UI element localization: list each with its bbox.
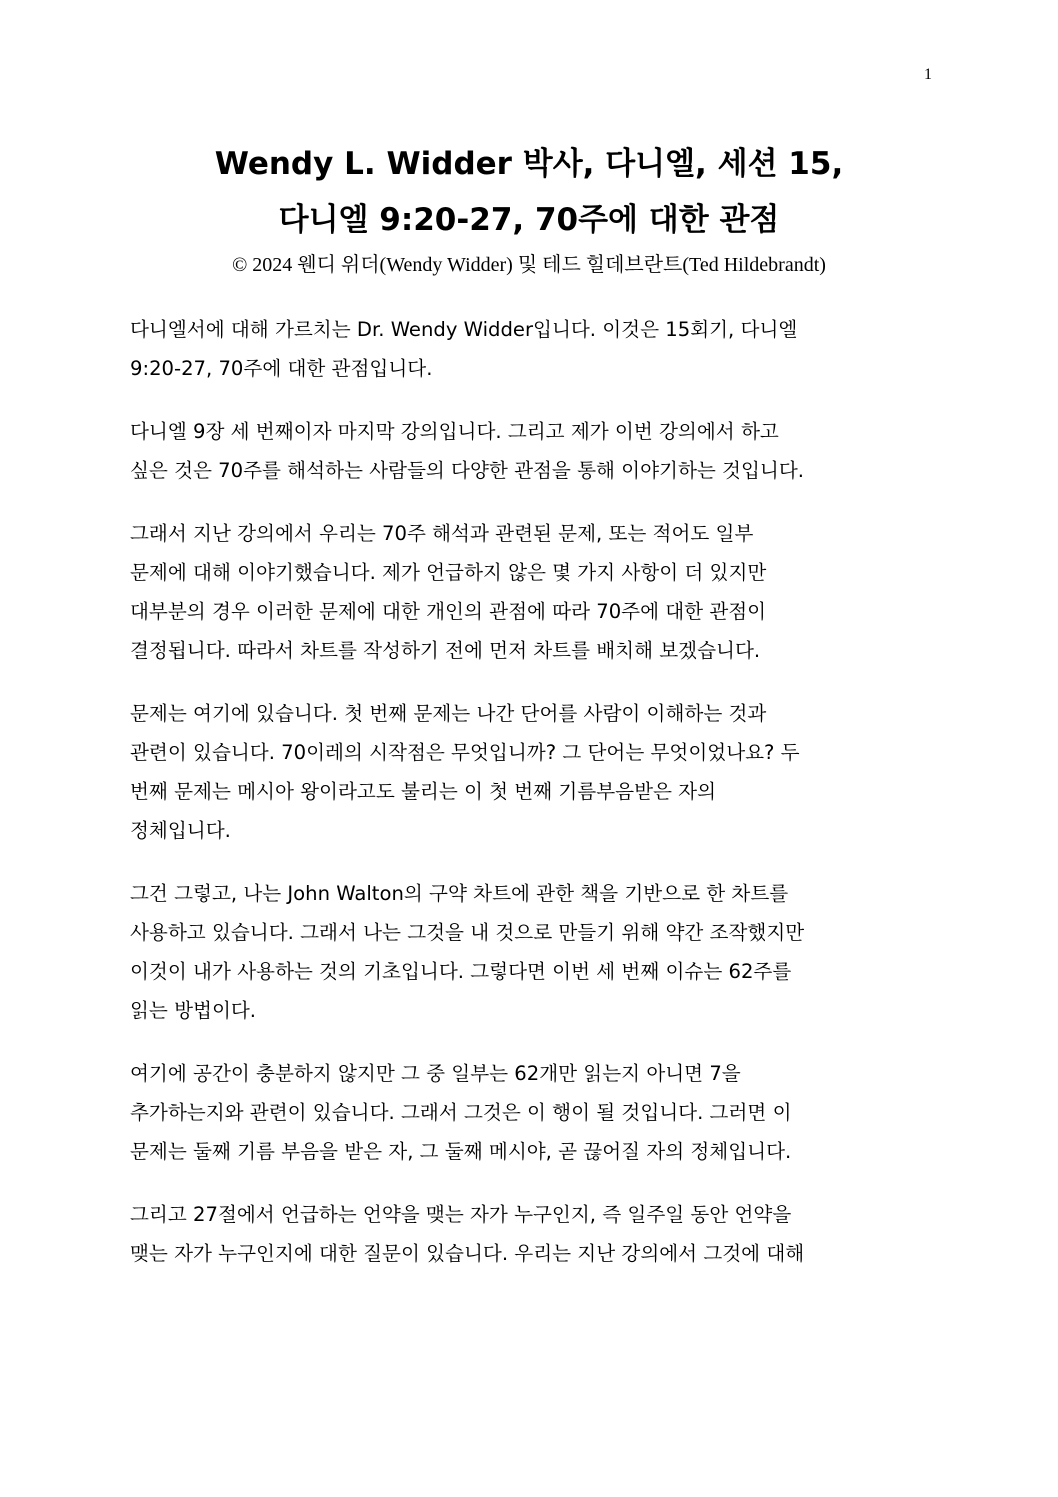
text-line: 맺는 자가 누구인지에 대한 질문이 있습니다. 우리는 지난 강의에서 그것에 대해 xyxy=(130,1242,805,1265)
copyright-notice: © 2024 웬디 위더(Wendy Widder) 및 테드 힐데브란트(Ted Hildebrandt) xyxy=(232,254,826,276)
text-line: 그래서 지난 강의에서 우리는 70주 해석과 관련된 문제, 또는 적어도 일부 xyxy=(130,522,754,545)
paragraph xyxy=(130,412,930,490)
text-line: 여기에 공간이 충분하지 않지만 그 중 일부는 62개만 읽는지 아니면 7을 xyxy=(130,1062,741,1085)
paragraph xyxy=(130,1054,930,1171)
text-line: 읽는 방법이다. xyxy=(130,999,257,1022)
text-line: 대부분의 경우 이러한 문제에 대한 개인의 관점에 따라 70주에 대한 관점이 xyxy=(130,600,767,623)
paragraph xyxy=(130,1195,930,1273)
document-title-line-1: Wendy L. Widder 박사, 다니엘, 세션 15, xyxy=(214,146,844,182)
text-line: 번째 문제는 메시아 왕이라고도 불리는 이 첫 번째 기름부음받은 자의 xyxy=(130,780,717,803)
page-number: 1 xyxy=(924,66,932,83)
paragraph xyxy=(130,514,930,670)
text-line: 싶은 것은 70주를 해석하는 사람들의 다양한 관점을 통해 이야기하는 것입니다. xyxy=(130,459,804,482)
paragraph xyxy=(130,874,930,1030)
title-block xyxy=(0,136,1058,280)
text-line: 결정됩니다. 따라서 차트를 작성하기 전에 먼저 차트를 배치해 보겠습니다. xyxy=(130,639,761,662)
text-line: 문제는 둘째 기름 부음을 받은 자, 그 둘째 메시야, 곧 끊어질 자의 정체입니다. xyxy=(130,1140,792,1163)
text-line: 관련이 있습니다. 70이레의 시작점은 무엇입니까? 그 단어는 무엇이었나요? 두 xyxy=(130,741,800,764)
text-line: 정체입니다. xyxy=(130,819,231,842)
text-line: 그건 그렇고, 나는 John Walton의 구약 차트에 관한 책을 기반으로 한 차트를 xyxy=(130,882,789,905)
text-line: 이것이 내가 사용하는 것의 기초입니다. 그렇다면 이번 세 번째 이슈는 62주를 xyxy=(130,960,792,983)
body-text xyxy=(130,310,930,1297)
text-line: 9:20-27, 70주에 대한 관점입니다. xyxy=(130,357,433,380)
text-line: 추가하는지와 관련이 있습니다. 그래서 그것은 이 행이 될 것입니다. 그러면 이 xyxy=(130,1101,792,1124)
text-line: 사용하고 있습니다. 그래서 나는 그것을 내 것으로 만들기 위해 약간 조작했지만 xyxy=(130,921,805,944)
text-line: 다니엘서에 대해 가르치는 Dr. Wendy Widder입니다. 이것은 15회기, 다니엘 xyxy=(130,318,798,341)
document-title-line-2: 다니엘 9:20-27, 70주에 대한 관점 xyxy=(278,202,780,238)
text-line: 다니엘 9장 세 번째이자 마지막 강의입니다. 그리고 제가 이번 강의에서 하고 xyxy=(130,420,779,443)
paragraph xyxy=(130,310,930,388)
paragraph xyxy=(130,694,930,850)
text-line: 문제에 대해 이야기했습니다. 제가 언급하지 않은 몇 가지 사항이 더 있지만 xyxy=(130,561,767,584)
text-line: 그리고 27절에서 언급하는 언약을 맺는 자가 누구인지, 즉 일주일 동안 언약을 xyxy=(130,1203,792,1226)
text-line: 문제는 여기에 있습니다. 첫 번째 문제는 나간 단어를 사람이 이해하는 것과 xyxy=(130,702,767,725)
